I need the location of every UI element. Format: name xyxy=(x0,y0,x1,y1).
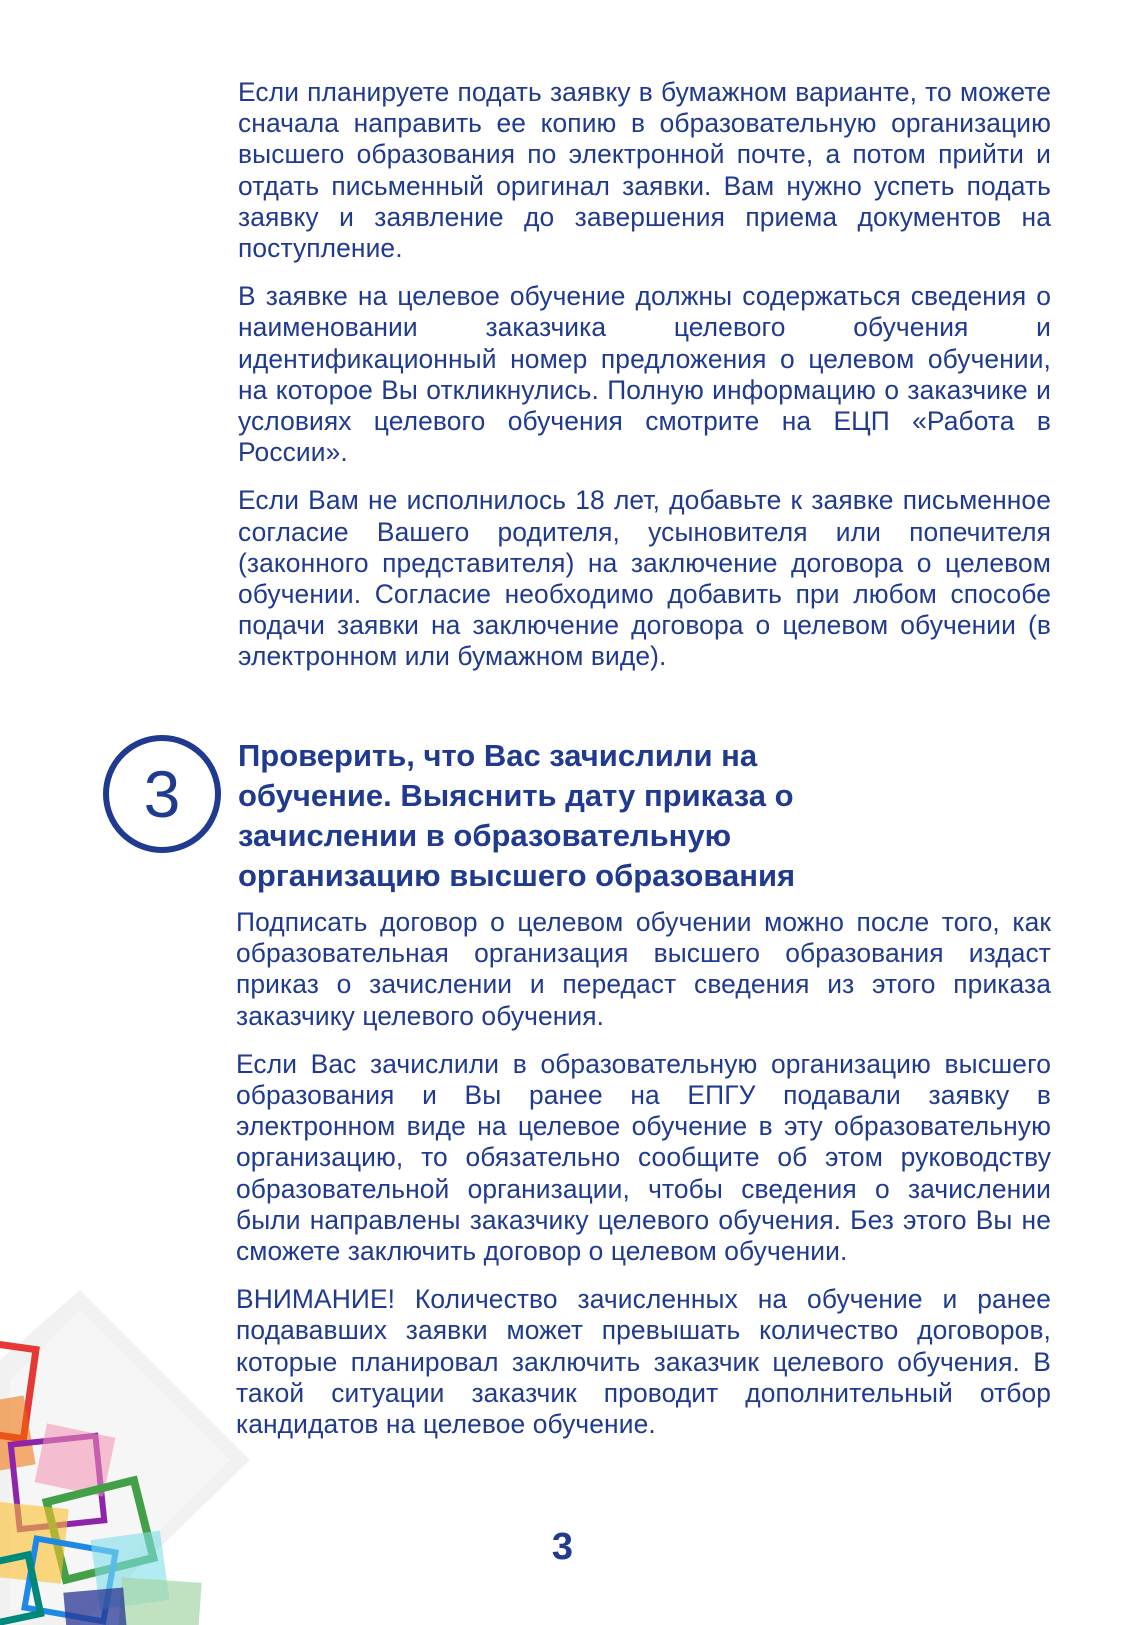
step-title: Проверить, что Вас зачислили на обучение. Выяснить дату приказа о зачислении в образовательную организацию высшего образования xyxy=(238,738,796,893)
paragraph-attention: ВНИМАНИЕ! Количество зачисленных на обучение и ранее подававших заявки может превышать количество договоров, которые планировал заключить заказчик целевого обучения. В такой ситуации заказчик проводит дополнительный отбор кандидатов на целевое обучение. xyxy=(236,1284,1051,1440)
step-number: 3 xyxy=(143,757,181,831)
step-text-block xyxy=(236,907,1051,1457)
paragraph-parental-consent: Если Вам не исполнилось 18 лет, добавьте к заявке письменное согласие Вашего родителя, усыновителя или попечителя (законного представителя) на заключение договора о целевом обучении. Согласие необходимо добавить при любом способе подачи заявки на заключение договора о целевом обучении (в электронном или бумажном виде). xyxy=(238,485,1051,672)
paragraph-sign-contract: Подписать договор о целевом обучении можно после того, как образовательная организация высшего образования издаст приказ о зачислении и передаст сведения из этого приказа заказчику целевого обучения. xyxy=(236,907,1051,1031)
paragraph-enrollment-notice: Если Вас зачислили в образовательную организацию высшего образования и Вы ранее на ЕПГУ подавали заявку в электронном виде на целевое обучение в эту образовательную организацию, то обязательно сообщите об этом руководству образовательной организации, чтобы сведения о зачислении были направлены заказчику целевого обучения. Без этого Вы не сможете заключить договор о целевом обучении. xyxy=(236,1048,1051,1267)
paragraph-application-contents: В заявке на целевое обучение должны содержаться сведения о наименовании заказчика целевого обучения и идентификационный номер предложения о целевом обучении, на которое Вы откликнулись. Полную информацию о заказчике и условиях целевого обучения смотрите на ЕЦП «Работа в России». xyxy=(238,281,1051,468)
paragraph-paper-application: Если планируете подать заявку в бумажном варианте, то можете сначала направить ее копию в образовательную организацию высшего образования по электронной почте, а потом прийти и отдать письменный оригинал заявки. Вам нужно успеть подать заявку и заявление до завершения приема документов на поступление. xyxy=(238,77,1051,264)
intro-text-block xyxy=(238,77,1051,690)
page-number: 3 xyxy=(551,1526,574,1568)
step-number-circle xyxy=(103,735,221,853)
decorative-squares-graphic xyxy=(0,1290,250,1625)
